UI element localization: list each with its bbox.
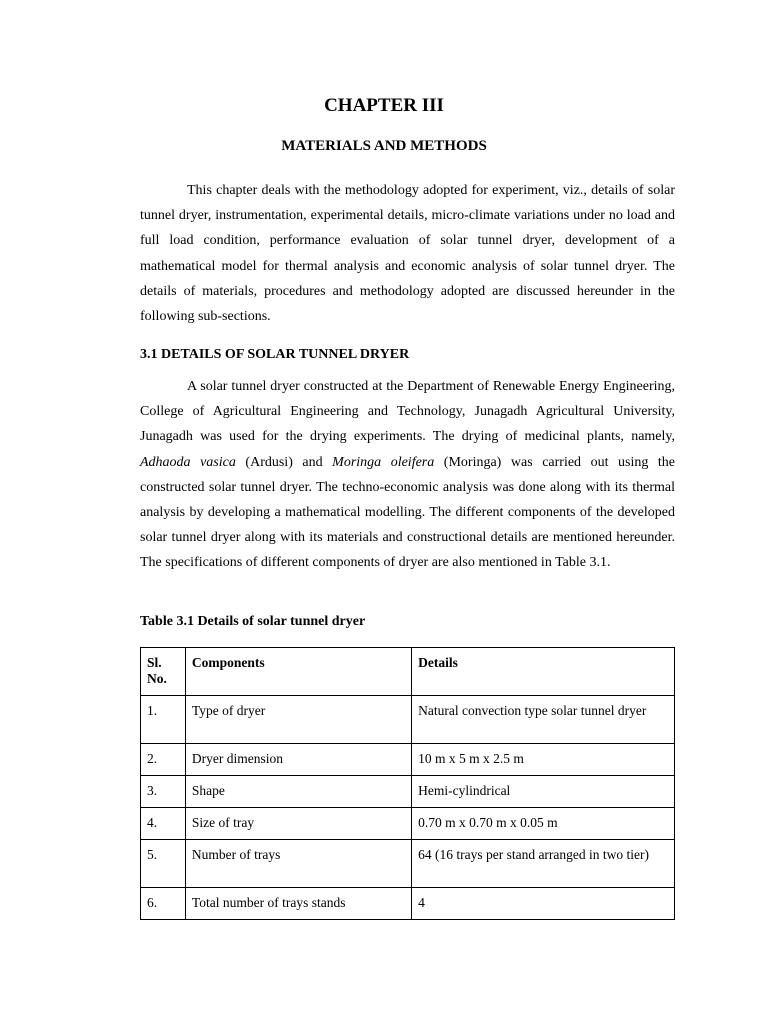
cell-details: 4 xyxy=(412,888,675,920)
header-details: Details xyxy=(412,648,675,696)
cell-details: 10 m x 5 m x 2.5 m xyxy=(412,744,675,776)
intro-paragraph: This chapter deals with the methodology adopted for experiment, viz., details of solar tunnel dryer, instrumentation, experimental details, micro-climate variations under no load and full load condition, performance evaluation of solar tunnel dryer, development of a mathematical model for thermal analysis and economic analysis of solar tunnel dryer. The details of materials, procedures and methodology adopted are discussed hereunder in the following sub-sections. xyxy=(140,183,675,325)
table-caption: Table 3.1 Details of solar tunnel dryer xyxy=(140,614,366,629)
chapter-number-title: CHAPTER III xyxy=(324,95,444,116)
cell-sl: 5. xyxy=(141,840,186,888)
section-heading-3-1: 3.1 DETAILS OF SOLAR TUNNEL DRYER xyxy=(140,347,410,362)
cell-sl: 2. xyxy=(141,744,186,776)
plant-name-moringa: Moringa oleifera xyxy=(332,454,435,470)
table-row xyxy=(141,888,675,920)
specifications-table xyxy=(140,647,675,920)
plant-name-adhaoda: Adhaoda vasica xyxy=(140,454,236,470)
cell-details: 64 (16 trays per stand arranged in two tier) xyxy=(412,840,675,888)
paragraph-text-part1: A solar tunnel dryer constructed at the Department of Renewable Energy Engineering, College of Agricultural Engineering and Technology, Junagadh Agricultural University, Junagadh was used for the drying experiments. The drying of medicinal plants, namely, xyxy=(140,379,675,445)
cell-component: Type of dryer xyxy=(185,696,411,744)
header-sl-no: Sl. No. xyxy=(141,648,186,696)
header-components: Components xyxy=(185,648,411,696)
table-row xyxy=(141,840,675,888)
cell-sl: 6. xyxy=(141,888,186,920)
paragraph-text-ardusi: (Ardusi) and xyxy=(235,454,333,470)
cell-details: Hemi-cylindrical xyxy=(412,776,675,808)
cell-sl: 1. xyxy=(141,696,186,744)
table-row xyxy=(141,808,675,840)
cell-component: Dryer dimension xyxy=(185,744,411,776)
cell-component: Number of trays xyxy=(185,840,411,888)
chapter-title: MATERIALS AND METHODS xyxy=(281,138,487,154)
table-row xyxy=(141,744,675,776)
section-3-1-paragraph xyxy=(140,374,675,576)
table-row xyxy=(141,776,675,808)
cell-sl: 3. xyxy=(141,776,186,808)
cell-sl: 4. xyxy=(141,808,186,840)
cell-component: Size of tray xyxy=(185,808,411,840)
paragraph-text-part2: (Moringa) was carried out using the constructed solar tunnel dryer. The techno-economic analysis was done along with its thermal analysis by developing a mathematical modelling. The different components of the developed solar tunnel dryer along with its materials and constructional details are mentioned hereunder. The specifications of different components of dryer are also mentioned in Table 3.1. xyxy=(140,454,676,571)
cell-component: Shape xyxy=(185,776,411,808)
cell-component: Total number of trays stands xyxy=(185,888,411,920)
cell-details: 0.70 m x 0.70 m x 0.05 m xyxy=(412,808,675,840)
table-header-row xyxy=(141,648,675,696)
cell-details: Natural convection type solar tunnel dryer xyxy=(412,696,675,744)
table-row xyxy=(141,696,675,744)
